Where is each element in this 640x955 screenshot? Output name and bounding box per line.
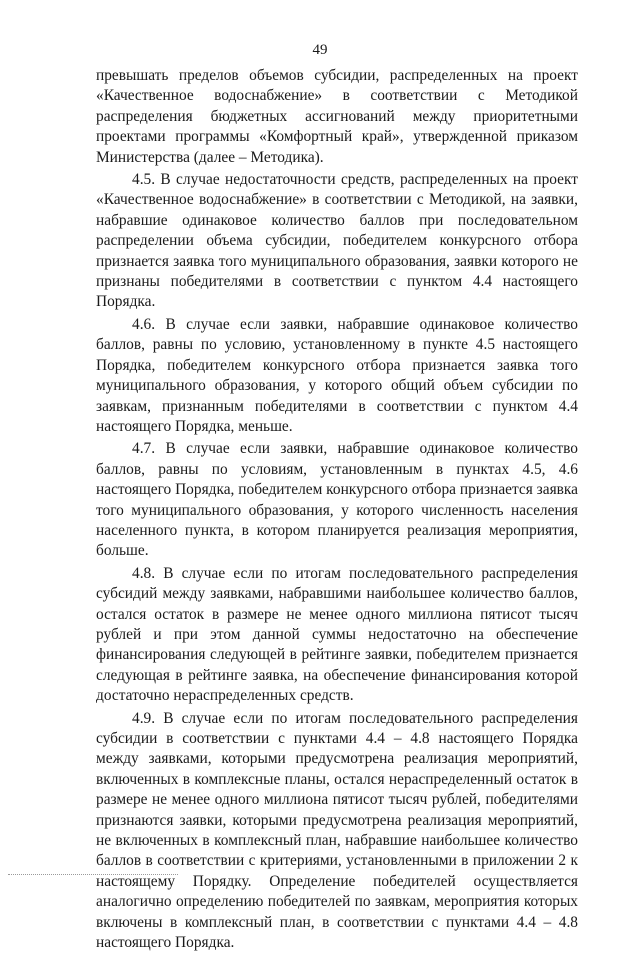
paragraph-4-8: 4.8. В случае если по итогам последовательного распределения субсидий между заявками, набравшими наибольшее количество баллов, остался остаток в размере не менее одного миллиона пятисот тысяч рублей и при этом данной суммы недостаточно на обеспечение финансирования следующей в рейтинге заявки, победителем признается следующая в рейтинге заявка, на обеспечение финансирования которой достаточно нераспределенных средств. [96,564,578,705]
paragraph-4-5: 4.5. В случае недостаточности средств, распределенных на проект «Качественное водоснабжение» в соответствии с Методикой, на заявки, набравшие одинаковое количество баллов при последовательном распределении объема субсидии, победителем конкурсного отбора признается заявка того муниципального образования, заявки которого не признаны победителями в соответствии с пунктом 4.4 настоящего Порядка. [96,171,578,311]
paragraph-4-6: 4.6. В случае если заявки, набравшие одинаковое количество баллов, равны по условию, установленному в пункте 4.5 настоящего Порядка, победителем конкурсного отбора признается заявка того муниципального образования, у которого общий объем субсидии по заявкам, признанным победителями в соответствии с пунктом 4.4 настоящего Порядка, меньше. [96,315,578,435]
paragraph-4-9: 4.9. В случае если по итогам последовательного распределения субсидии в соответствии с пунктами 4.4 – 4.8 настоящего Порядка между заявками, которыми предусмотрена реализация мероприятий, включенных в комплексные планы, остался нераспределенный остаток в размере не менее одного миллиона пятисот тысяч рублей, победителями признаются заявки, которыми предусмотрена реализация мероприятий, не включенных в комплексный план, набравшие наибольшее количество баллов в соответствии с критериями, установленными в приложении 2 к настоящему Порядку. Определение победителей осуществляется аналогично определению победителей по заявкам, мероприятия которых включены в комплексный план, в соответствии с пунктами 4.4 – 4.8 настоящего Порядка. [96,709,578,952]
page-number: 49 [312,42,328,58]
document-body [96,66,578,955]
footer-divider [8,874,178,875]
paragraph-4-7: 4.7. В случае если заявки, набравшие одинаковое количество баллов, равны по условиям, установленным в пунктах 4.5, 4.6 настоящего Порядка, победителем конкурсного отбора признается заявка того муниципального образования, у которого численность населения населенного пункта, в котором планируется реализация мероприятия, больше. [96,440,578,560]
paragraph-continuation: превышать пределов объемов субсидии, распределенных на проект «Качественное водоснабжение» в соответствии с Методикой распределения бюджетных ассигнований между приоритетными проектами программы «Комфортный край», утвержденной приказом Министерства (далее – Методика). [96,67,578,166]
